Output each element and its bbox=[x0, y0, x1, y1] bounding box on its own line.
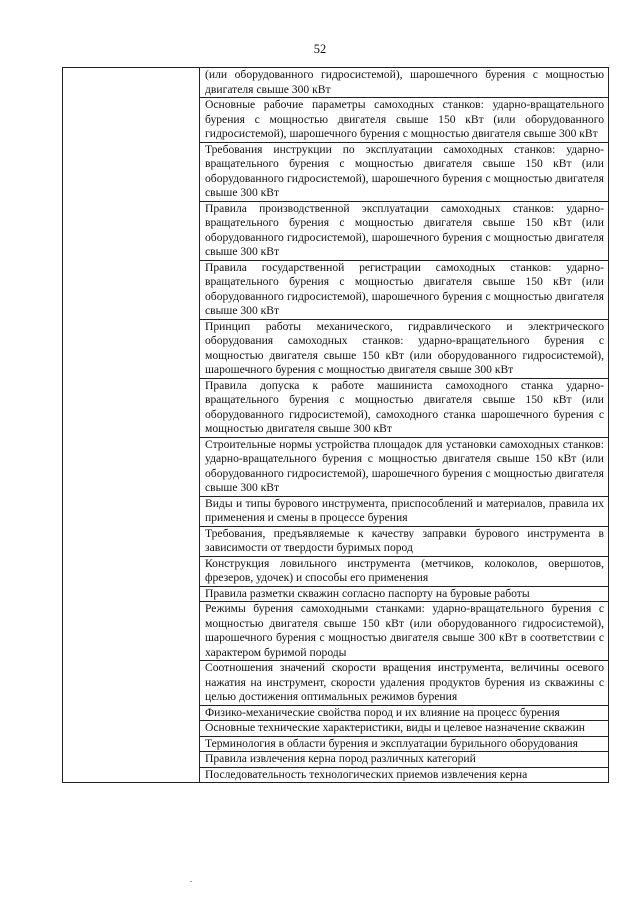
table-cell: Принцип работы механического, гидравлического и электрического оборудования самоходных станков: ударно-вращательного бурения с мощностью двигателя свыше 150 кВт (или оборудованного гидросистемой), шарошечного бурения с мощностью двигателя свыше 300 кВт bbox=[200, 319, 609, 378]
table-cell: Правила допуска к работе машиниста самоходного станка ударно-вращательного бурения с мощностью двигателя свыше 150 кВт (или оборудованного гидросистемой), самоходного станка шарошечного бурения с мощностью двигателя свыше 300 кВт bbox=[200, 378, 609, 437]
table-cell: Правила извлечения керна пород различных категорий bbox=[200, 752, 609, 768]
table-cell: Терминология в области бурения и эксплуатации бурильного оборудования bbox=[200, 736, 609, 752]
page-number: 52 bbox=[313, 42, 327, 56]
table-cell: Строительные нормы устройства площадок для установки самоходных станков: ударно-вращательного бурения с мощностью двигателя свыше 150 кВт (или оборудованного гидросистемой), шарошечного бурения с мощностью двигателя свыше 300 кВт bbox=[200, 437, 609, 496]
table-cell: (или оборудованного гидросистемой), шарошечного бурения с мощностью двигателя свыше 300 кВт bbox=[200, 68, 609, 98]
table-cell: Основные технические характеристики, виды и целевое назначение скважин bbox=[200, 721, 609, 737]
table-cell: Требования, предъявляемые к качеству заправки бурового инструмента в зависимости от твердости буримых пород bbox=[200, 526, 609, 556]
table-cell: Правила производственной эксплуатации самоходных станков: ударно-вращательного бурения с мощностью двигателя свыше 150 кВт (или оборудованного гидросистемой), шарошечного бурения с мощностью двигателя свыше 300 кВт bbox=[200, 201, 609, 260]
table-cell: Конструкция ловильного инструмента (метчиков, колоколов, овершотов, фрезеров, удочек) и способы его применения bbox=[200, 556, 609, 586]
table-cell: Требования инструкции по эксплуатации самоходных станков: ударно-вращательного бурения с мощностью двигателя свыше 150 кВт (или оборудованного гидросистемой), шарошечного бурения с мощностью двигателя свыше 300 кВт bbox=[200, 142, 609, 201]
table-cell: Основные рабочие параметры самоходных станков: ударно-вращательного бурения с мощностью двигателя свыше 150 кВт (или оборудованного гидросистемой), шарошечного бурения с мощностью двигателя свыше 300 кВт bbox=[200, 98, 609, 143]
table-cell: Физико-механические свойства пород и их влияние на процесс бурения bbox=[200, 705, 609, 721]
scan-dot bbox=[190, 881, 192, 882]
table-cell: Режимы бурения самоходными станками: ударно-вращательного бурения с мощностью двигателя свыше 150 кВт (или оборудованного гидросистемой), шарошечного бурения с мощностью двигателя свыше 300 кВт в соответствии с характером буримой породы bbox=[200, 602, 609, 661]
table-cell: Правила разметки скважин согласно паспорту на буровые работы bbox=[200, 586, 609, 602]
knowledge-table-body bbox=[63, 68, 609, 783]
table-cell: Правила государственной регистрации самоходных станков: ударно-вращательного бурения с мощностью двигателя свыше 150 кВт (или оборудованного гидросистемой), шарошечного бурения с мощностью двигателя свыше 300 кВт bbox=[200, 260, 609, 319]
table-cell: Виды и типы бурового инструмента, приспособлений и материалов, правила их применения и смены в процессе бурения bbox=[200, 496, 609, 526]
table-cell: Соотношения значений скорости вращения инструмента, величины осевого нажатия на инструмент, скорости удаления продуктов бурения из скважины с целью достижения оптимальных режимов бурения bbox=[200, 661, 609, 706]
knowledge-table bbox=[62, 67, 609, 783]
table-cell: Последовательность технологических приемов извлечения керна bbox=[200, 767, 609, 783]
table-row bbox=[63, 68, 609, 98]
left-column-cell bbox=[63, 68, 200, 783]
